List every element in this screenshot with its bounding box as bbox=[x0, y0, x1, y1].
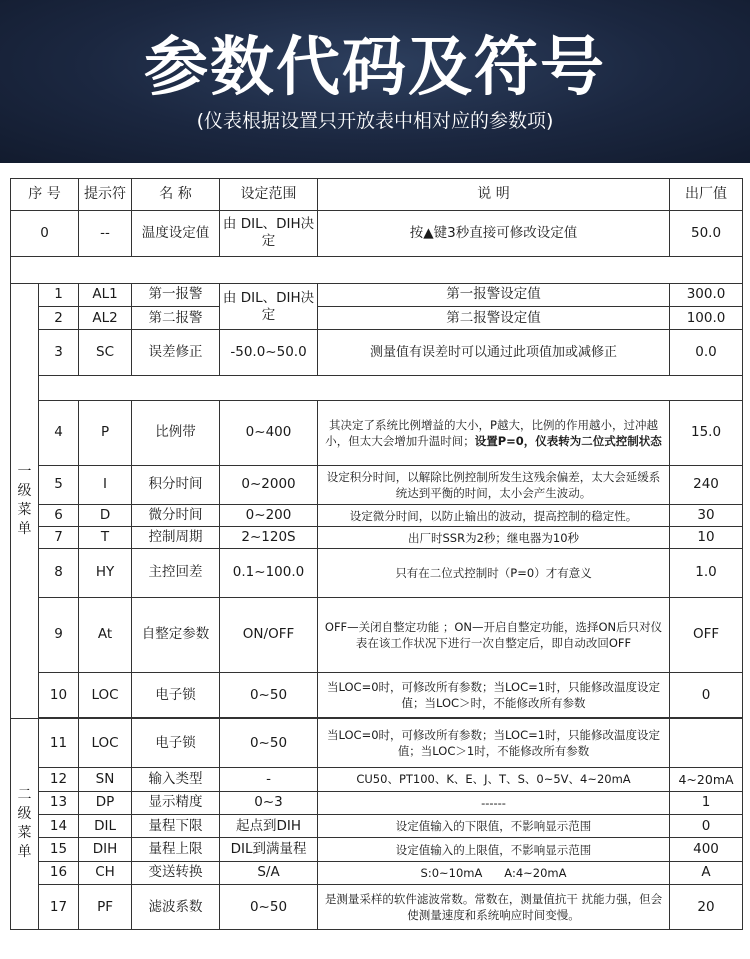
row-default: A bbox=[670, 861, 743, 884]
row-symbol: AL1 bbox=[79, 283, 132, 306]
row-desc: CU50、PT100、K、E、J、T、S、0~5V、4~20mA bbox=[318, 768, 670, 791]
row-symbol: LOC bbox=[79, 672, 132, 718]
row-range: 0~400 bbox=[220, 401, 318, 465]
table-row bbox=[11, 885, 743, 930]
table-row bbox=[11, 527, 743, 548]
row-name: 量程下限 bbox=[132, 814, 220, 837]
row-seq: 13 bbox=[39, 791, 79, 814]
row-range: 0~50 bbox=[220, 719, 318, 768]
row-seq: 12 bbox=[39, 768, 79, 791]
row-name: 显示精度 bbox=[132, 791, 220, 814]
header-default: 出厂值 bbox=[670, 179, 743, 211]
row-desc: 出厂时SSR为2秒；继电器为10秒 bbox=[318, 527, 670, 548]
row-seq: 4 bbox=[39, 401, 79, 465]
table-row bbox=[11, 719, 743, 768]
row-default bbox=[670, 719, 743, 768]
row-range: 0~3 bbox=[220, 791, 318, 814]
row-name: 比例带 bbox=[132, 401, 220, 465]
row-range: 起点到DIH bbox=[220, 814, 318, 837]
table-row bbox=[11, 330, 743, 376]
table-row bbox=[11, 768, 743, 791]
row-name: 自整定参数 bbox=[132, 597, 220, 672]
row-desc: 当LOC=0时，可修改所有参数；当LOC=1时，只能修改温度设定值；当LOC＞时，不能修改所有参数 bbox=[318, 672, 670, 718]
spacer-row bbox=[11, 257, 743, 283]
row-seq: 3 bbox=[39, 330, 79, 376]
header-range: 设定范围 bbox=[220, 179, 318, 211]
spacer-cell bbox=[11, 257, 743, 283]
row-name: 变送转换 bbox=[132, 861, 220, 884]
row-symbol: P bbox=[79, 401, 132, 465]
table-row bbox=[11, 814, 743, 837]
row-desc: 只有在二位式控制时（P=0）才有意义 bbox=[318, 548, 670, 597]
row-name: 滤波系数 bbox=[132, 885, 220, 930]
row-symbol: PF bbox=[79, 885, 132, 930]
row-desc: OFF—关闭自整定功能 ；ON—开启自整定功能，选择ON后只对仪表在该工作状况下进行一次自整定后，即自动改回OFF bbox=[318, 597, 670, 672]
header-banner bbox=[0, 0, 750, 163]
table-row bbox=[11, 861, 743, 884]
row-range: DIL到满量程 bbox=[220, 838, 318, 861]
row-default: 400 bbox=[670, 838, 743, 861]
row-default: 0 bbox=[670, 672, 743, 718]
spacer-cell bbox=[39, 376, 743, 401]
page-subtitle: (仪表根据设置只开放表中相对应的参数项) bbox=[196, 110, 554, 132]
table-row bbox=[11, 597, 743, 672]
row-range: -50.0~50.0 bbox=[220, 330, 318, 376]
row-default: 15.0 bbox=[670, 401, 743, 465]
row-desc bbox=[318, 401, 670, 465]
table-row bbox=[11, 210, 743, 257]
row-range: 0~200 bbox=[220, 505, 318, 527]
table-row bbox=[11, 465, 743, 505]
row-seq: 6 bbox=[39, 505, 79, 527]
row-range: 0~50 bbox=[220, 885, 318, 930]
row-name: 积分时间 bbox=[132, 465, 220, 505]
row-seq: 14 bbox=[39, 814, 79, 837]
parameter-table bbox=[10, 178, 743, 930]
row-seq: 5 bbox=[39, 465, 79, 505]
row-default: 100.0 bbox=[670, 307, 743, 330]
row-range: S/A bbox=[220, 861, 318, 884]
row-name: 误差修正 bbox=[132, 330, 220, 376]
row-desc: 设定值输入的上限值，不影响显示范围 bbox=[318, 838, 670, 861]
row-default: 4~20mA bbox=[670, 768, 743, 791]
row-default: 50.0 bbox=[670, 210, 743, 257]
row-default: 10 bbox=[670, 527, 743, 548]
menu1-label-text: 一级菜单 bbox=[17, 464, 32, 538]
row-desc: S:0~10mA A:4~20mA bbox=[318, 861, 670, 884]
row-name: 第二报警 bbox=[132, 307, 220, 330]
row-symbol: I bbox=[79, 465, 132, 505]
row-seq: 0 bbox=[11, 210, 79, 257]
table-row bbox=[11, 672, 743, 718]
row-symbol: DIL bbox=[79, 814, 132, 837]
row-desc: 测量值有误差时可以通过此项值加或减修正 bbox=[318, 330, 670, 376]
row-desc: 设定值输入的下限值，不影响显示范围 bbox=[318, 814, 670, 837]
row-default: 30 bbox=[670, 505, 743, 527]
row-seq: 7 bbox=[39, 527, 79, 548]
row-symbol: AL2 bbox=[79, 307, 132, 330]
row-name: 电子锁 bbox=[132, 719, 220, 768]
spacer-row bbox=[11, 376, 743, 401]
row-seq: 15 bbox=[39, 838, 79, 861]
row-default: 0.0 bbox=[670, 330, 743, 376]
row-symbol: SC bbox=[79, 330, 132, 376]
row-range: 由 DIL、DIH决定 bbox=[220, 283, 318, 330]
row-name: 量程上限 bbox=[132, 838, 220, 861]
table-row bbox=[11, 505, 743, 527]
row-seq: 1 bbox=[39, 283, 79, 306]
row-symbol: LOC bbox=[79, 719, 132, 768]
row-desc-emphasis: 设置P=0，仪表转为二位式控制状态 bbox=[474, 433, 662, 448]
row-seq: 16 bbox=[39, 861, 79, 884]
row-name: 温度设定值 bbox=[132, 210, 220, 257]
header-name: 名 称 bbox=[132, 179, 220, 211]
row-desc: 设定积分时间，以解除比例控制所发生这残余偏差，太大会延缓系统达到平衡的时间，太小会产生波动。 bbox=[318, 465, 670, 505]
row-default: 20 bbox=[670, 885, 743, 930]
row-name: 控制周期 bbox=[132, 527, 220, 548]
table-row bbox=[11, 791, 743, 814]
row-seq: 17 bbox=[39, 885, 79, 930]
row-default: 240 bbox=[670, 465, 743, 505]
row-name: 第一报警 bbox=[132, 283, 220, 306]
row-range: 由 DIL、DIH决定 bbox=[220, 210, 318, 257]
row-desc: 是测量采样的软件滤波常数。常数在，测量值抗干 扰能力强，但会使测量速度和系统响应时间变慢。 bbox=[318, 885, 670, 930]
menu1-label bbox=[11, 283, 39, 719]
row-seq: 10 bbox=[39, 672, 79, 718]
row-default: 300.0 bbox=[670, 283, 743, 306]
row-range: 2~120S bbox=[220, 527, 318, 548]
row-symbol: HY bbox=[79, 548, 132, 597]
table-header-row bbox=[11, 179, 743, 211]
table-row bbox=[11, 838, 743, 861]
table-row bbox=[11, 548, 743, 597]
table-row bbox=[11, 283, 743, 306]
row-name: 输入类型 bbox=[132, 768, 220, 791]
table-row bbox=[11, 401, 743, 465]
page-title: 参数代码及符号 bbox=[144, 31, 606, 105]
row-default: 1 bbox=[670, 791, 743, 814]
row-seq: 11 bbox=[39, 719, 79, 768]
header-symbol: 提示符 bbox=[79, 179, 132, 211]
row-symbol: DIH bbox=[79, 838, 132, 861]
row-symbol: DP bbox=[79, 791, 132, 814]
row-desc: ------ bbox=[318, 791, 670, 814]
row-name: 主控回差 bbox=[132, 548, 220, 597]
row-symbol: At bbox=[79, 597, 132, 672]
row-seq: 8 bbox=[39, 548, 79, 597]
row-seq: 9 bbox=[39, 597, 79, 672]
row-desc-text: 其决定了系统比例增益的大小，P越大，比例的作用越小，过冲越小，但太大会增加升温时间； bbox=[325, 417, 658, 448]
header-desc: 说 明 bbox=[318, 179, 670, 211]
row-symbol: SN bbox=[79, 768, 132, 791]
row-range: 0.1~100.0 bbox=[220, 548, 318, 597]
row-name: 微分时间 bbox=[132, 505, 220, 527]
row-default: 0 bbox=[670, 814, 743, 837]
row-desc: 设定微分时间，以防止输出的波动，提高控制的稳定性。 bbox=[318, 505, 670, 527]
menu2-label bbox=[11, 719, 39, 930]
row-seq: 2 bbox=[39, 307, 79, 330]
row-desc: 当LOC=0时，可修改所有参数；当LOC=1时，只能修改温度设定值；当LOC＞1时，不能修改所有参数 bbox=[318, 719, 670, 768]
row-symbol: D bbox=[79, 505, 132, 527]
row-desc: 第二报警设定值 bbox=[318, 307, 670, 330]
row-name: 电子锁 bbox=[132, 672, 220, 718]
row-symbol: T bbox=[79, 527, 132, 548]
row-range: 0~50 bbox=[220, 672, 318, 718]
row-range: - bbox=[220, 768, 318, 791]
row-desc: 按▲键3秒直接可修改设定值 bbox=[318, 210, 670, 257]
row-symbol: -- bbox=[79, 210, 132, 257]
header-seq: 序 号 bbox=[11, 179, 79, 211]
menu2-label-text: 二级菜单 bbox=[17, 787, 32, 861]
row-desc: 第一报警设定值 bbox=[318, 283, 670, 306]
row-range: 0~2000 bbox=[220, 465, 318, 505]
row-symbol: CH bbox=[79, 861, 132, 884]
row-range: ON/OFF bbox=[220, 597, 318, 672]
table-row bbox=[11, 307, 743, 330]
row-default: 1.0 bbox=[670, 548, 743, 597]
row-default: OFF bbox=[670, 597, 743, 672]
